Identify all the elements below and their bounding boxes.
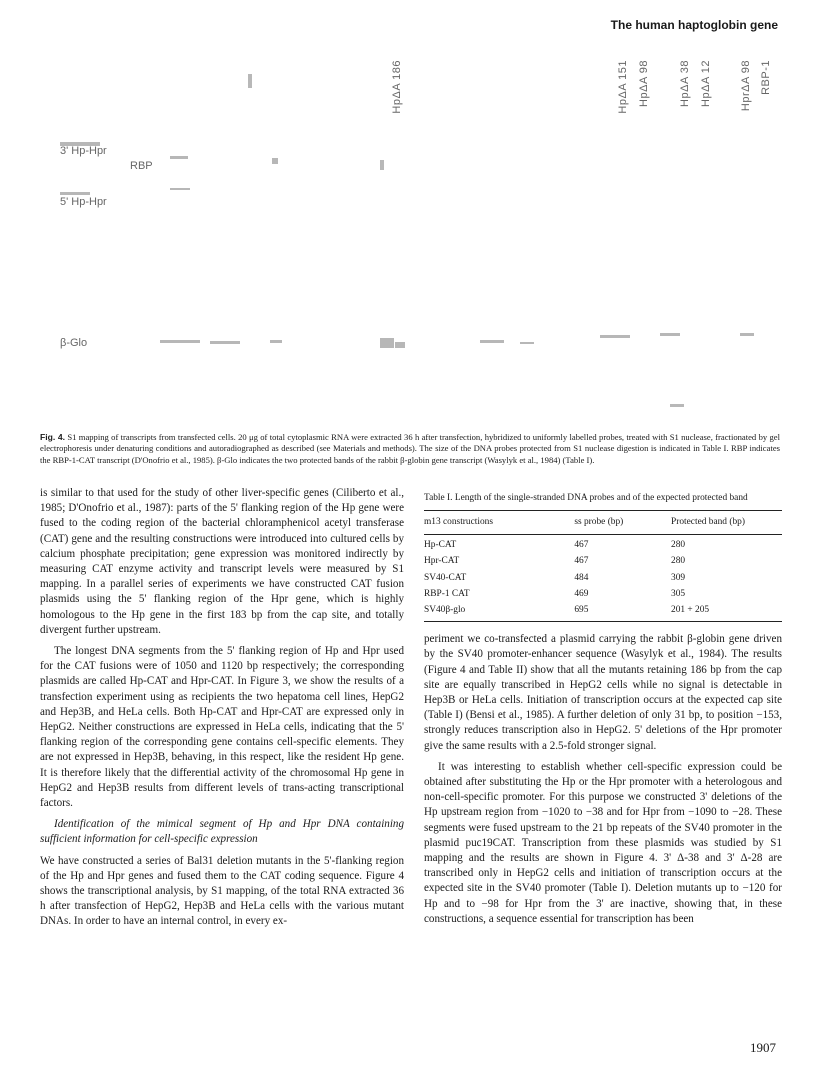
table-cell: 280 <box>671 556 686 567</box>
figure-caption <box>40 432 780 466</box>
lane-label: HpΔA 38 <box>679 60 691 107</box>
table-cell: 469 <box>574 588 589 599</box>
table-header: ss probe (bp) <box>574 511 671 535</box>
lane-label: HpΔA 151 <box>617 60 629 114</box>
table-header: m13 constructions <box>424 511 574 535</box>
left-column <box>40 486 404 930</box>
table-title: Table I. Length of the single-stranded DNA probes and of the expected protected band <box>424 493 748 503</box>
table-row <box>424 554 782 570</box>
lane-label: HpΔA 12 <box>700 60 712 107</box>
band-label: β-Glo <box>60 337 88 349</box>
table-cell: 695 <box>574 603 671 622</box>
band-label: 5' Hp-Hpr <box>60 196 107 208</box>
lane-label: HpΔA 186 <box>391 60 403 114</box>
table-row <box>424 603 782 622</box>
gel-image <box>40 50 780 430</box>
paragraph: periment we co-transfected a plasmid carrying the rabbit β-globin gene driven by the SV40 promoter-enhancer sequence (Wasylyk et al., 1984). The results (Figure 4 and Table II) show that all the mutants retaining 186 bp from the cap site are equally transcribed in HepG2 cells while no signal is detectable in Hep3B or HeLa cells. Initiation of transcription occurs at the expected cap site (Table I) (Bensi et al., 1985). A further deletion of only 31 bp, to position −153, strongly reduces transcription also in HepG2. 5' deletions of the Hpr promoter give the same results with a 2.5-fold stronger signal. <box>424 633 782 752</box>
lane-label: HpΔA 98 <box>638 60 650 107</box>
table-cell: 280 <box>671 540 686 551</box>
table-row <box>424 570 782 586</box>
section-heading: Identification of the mimical segment of Hp and Hpr DNA containing sufficient information for cell-specific expression <box>40 818 404 846</box>
table-cell: 467 <box>574 556 589 567</box>
paragraph: is similar to that used for the study of other liver-specific genes (Ciliberto et al., 1985; D'Onofrio et al., 1987): parts of the 5' flanking region of the Hp gene were fused to the coding region of the bacterial chloramphenicol acetyl transferase (CAT) gene and the resulting constructions were introduced into cultured cells by calcium phosphate precipitation; gene expression was monitored indirectly by measuring CAT enzyme activity and transcript levels were measured by S1 mapping. In a parallel series of experiments we have constructed CAT fusion plasmids using the 5' flanking region of the Hpr gene, which is highly homologous to the Hp gene in the first 183 bp from the cap site, and totally divergent further upstream. <box>40 487 404 636</box>
gel-figure <box>40 50 780 430</box>
page-number: 1907 <box>750 1040 776 1055</box>
probe-table <box>424 510 782 622</box>
table-cell: RBP-1 CAT <box>424 588 470 599</box>
caption-text: S1 mapping of transcripts from transfected cells. 20 μg of total cytoplasmic RNA were extracted 36 h after transfection, hybridized to uniformly labelled probes, treated with S1 nuclease, fractionated by gel electrophoresis under denaturing conditions and autoradiographed as described (see Materials and methods). The size of the DNA probes protected from S1 nuclease digestion is indicated in Table I. RBP indicates the RBP-1-CAT transcript (D'Onofrio et al., 1985). β-Glo indicates the two protected bands of the rabbit β-globin gene transcript (Wasylyk et al., 1984) (Table I). <box>40 432 780 465</box>
table-cell: SV40β-glo <box>424 603 574 622</box>
table-cell: 467 <box>574 540 589 551</box>
paragraph: The longest DNA segments from the 5' flanking region of Hp and Hpr used for the CAT fusions were of 1050 and 1120 bp respectively; the corresponding plasmids are called Hp-CAT and Hpr-CAT. In Figure 3, we show the results of a transfection experiment using as recipients the two hepatoma cell lines, HepG2 and Hep3B, and HeLa cells. Both Hp-CAT and Hpr-CAT are expressed only in HepG2. Neither constructions are expressed in HeLa cells, indicating that the 5' flanking region of the corresponding gene contains cell-specific elements. They are not expressed in Hep3B, behaving, in this respect, like the resident Hp gene. It is therefore likely that the differential activity of the chromosomal Hp gene in HepG2 and Hep3B results from different levels of trans-acting transcriptional factors. <box>40 645 404 810</box>
table-cell: 201 + 205 <box>671 603 782 622</box>
band-label: RBP <box>130 160 153 172</box>
band-label: 3' Hp-Hpr <box>60 145 107 157</box>
running-head: The human haptoglobin gene <box>610 18 778 32</box>
table-1 <box>424 492 782 622</box>
table-row <box>424 586 782 602</box>
table-cell: 484 <box>574 572 589 583</box>
paragraph: We have constructed a series of Bal31 deletion mutants in the 5'-flanking region of the Hp and Hpr genes and fused them to the CAT coding sequence. Figure 4 shows the transcriptional analysis, by S1 mapping, of the total RNA extracted 36 h after transfection of HepG2, Hep3B and HeLa cells with the various mutant DNAs. In order to have an internal control, in every ex- <box>40 854 404 928</box>
lane-label: RBP-1 <box>760 60 772 95</box>
table-cell: Hpr-CAT <box>424 556 460 567</box>
caption-label: Fig. 4. <box>40 432 66 442</box>
table-header-row <box>424 511 782 535</box>
table-cell: Hp-CAT <box>424 540 457 551</box>
table-row <box>424 535 782 554</box>
table-cell: SV40-CAT <box>424 572 467 583</box>
table-header: Protected band (bp) <box>671 511 782 535</box>
lane-label: HprΔA 98 <box>740 60 752 112</box>
table-cell: 309 <box>671 572 686 583</box>
paragraph: It was interesting to establish whether cell-specific expression could be obtained after substituting the Hp or the Hpr promoter with a heterologous and non-cell-specific promoter. For this purpose we constructed 3' deletions of the Hp upstream region from −1020 to −38 and for Hpr from −1090 to −28. These segments were fused upstream to the 21 bp repeats of the SV40 promoter in the plasmid puc19CAT. Transcription from these plasmids was studied by S1 mapping and the results are shown in Figure 4. 3' Δ-38 and 3' Δ-28 are transcribed only in HepG2 cells and initiation of transcription occurs at the expected site in the SV40 promoter (Table I). Deletion mutants up to −120 for Hp and to −98 for Hpr from the 3' are inactive, showing that, in these constructions, a sequence essential for transcription has been <box>424 760 782 925</box>
table-cell: 305 <box>671 588 686 599</box>
right-column <box>424 486 782 927</box>
